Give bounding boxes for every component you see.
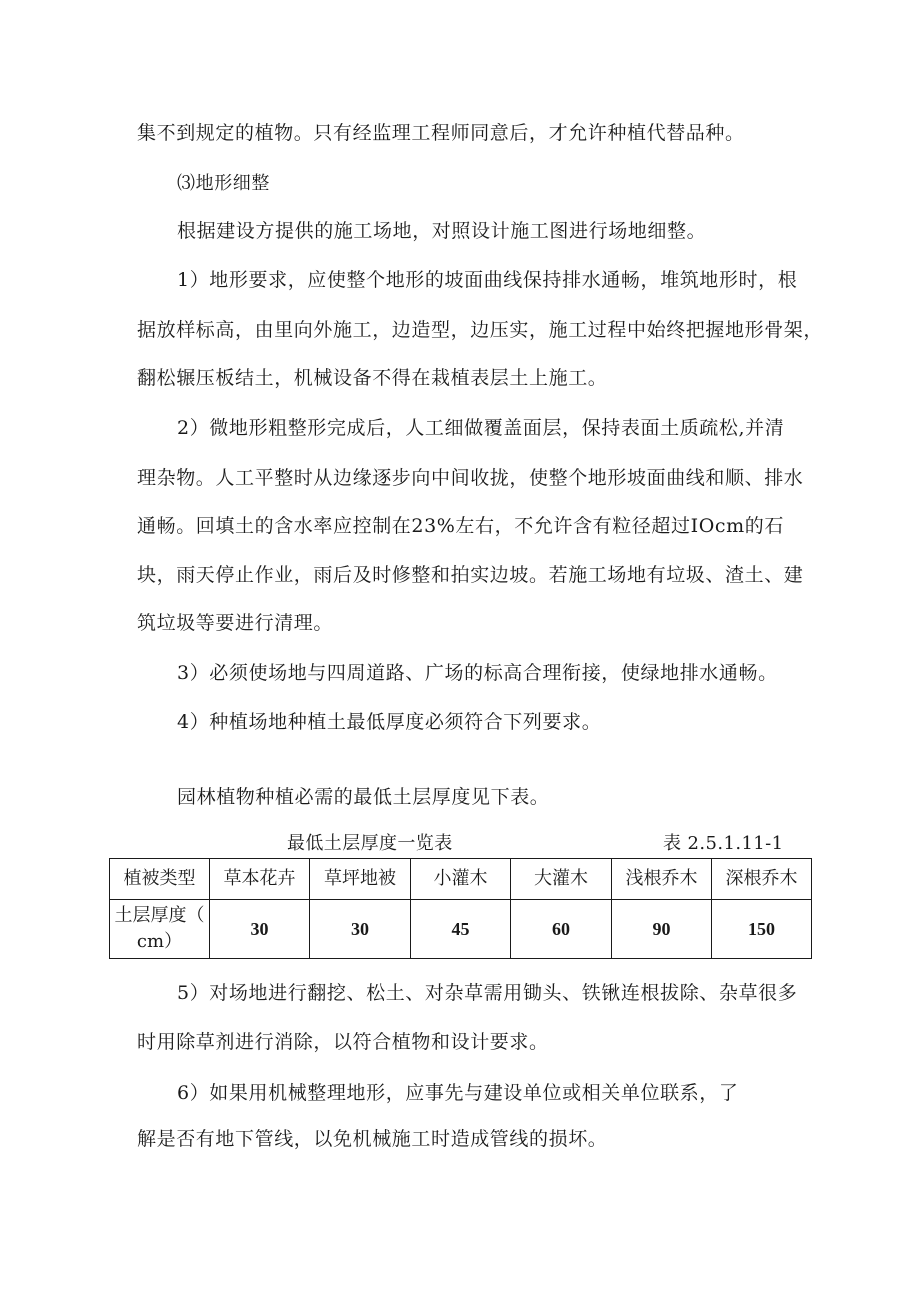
- value-cell: 60: [511, 900, 612, 959]
- column-header: 深根乔木: [712, 859, 812, 900]
- item-5-line: 时用除草剂进行消除，以符合植物和设计要求。: [137, 1031, 549, 1053]
- item-4: 4）种植场地种植土最低厚度必须符合下列要求。: [177, 711, 602, 733]
- value-cell: 30: [210, 900, 310, 959]
- item-3: 3）必须使场地与四周道路、广场的标高合理衔接，使绿地排水通畅。: [177, 662, 778, 684]
- row-label-line: 土层厚度（: [114, 905, 205, 926]
- item-6-line: 6）如果用机械整理地形，应事先与建设单位或相关单位联系，了: [177, 1082, 739, 1104]
- item-2-line: 筑垃圾等要进行清理。: [137, 612, 334, 634]
- item-2-line: 2）微地形粗整形完成后，人工细做覆盖面层，保持表面土质疏松,并清: [177, 417, 785, 439]
- item-2-line: 理杂物。人工平整时从边缘逐步向中间收拢，使整个地形坡面曲线和顺、排水: [137, 467, 804, 489]
- row-label-line: cm）: [136, 931, 183, 952]
- column-header: 草坪地被: [310, 859, 411, 900]
- column-header: 大灌木: [511, 859, 612, 900]
- table-header-row: [110, 859, 812, 900]
- table-caption: 最低土层厚度一览表: [287, 833, 453, 854]
- item-2-line: 块，雨天停止作业，雨后及时修整和拍实边坡。若施工场地有垃圾、渣土、建: [137, 564, 804, 586]
- value-cell: 150: [712, 900, 812, 959]
- header-label-cell: 植被类型: [110, 859, 210, 900]
- soil-thickness-table: [109, 858, 812, 959]
- section-heading: ⑶地形细整: [177, 173, 270, 194]
- item-2-line: 通畅。回填土的含水率应控制在23%左右，不允许含有粒径超过IOcm的石: [137, 515, 784, 537]
- item-1-line: 据放样标高，由里向外施工，边造型，边压实，施工过程中始终把握地形骨架，: [137, 319, 824, 341]
- item-6-line: 解是否有地下管线，以免机械施工时造成管线的损坏。: [137, 1128, 608, 1150]
- item-5-line: 5）对场地进行翻挖、松土、对杂草需用锄头、铁锹连根拔除、杂草很多: [177, 982, 798, 1004]
- row-label-cell: [110, 900, 210, 959]
- column-header: 浅根乔木: [612, 859, 712, 900]
- column-header: 小灌木: [411, 859, 511, 900]
- table-intro: 园林植物种植必需的最低土层厚度见下表。: [177, 786, 550, 808]
- item-1-line: 1）地形要求，应使整个地形的坡面曲线保持排水通畅，堆筑地形时，根: [177, 269, 798, 291]
- paragraph-continuation: 集不到规定的植物。只有经监理工程师同意后，才允许种植代替品种。: [137, 122, 745, 144]
- column-header: 草本花卉: [210, 859, 310, 900]
- table-number: 表 2.5.1.11-1: [663, 833, 784, 854]
- value-cell: 30: [310, 900, 411, 959]
- value-cell: 45: [411, 900, 511, 959]
- value-cell: 90: [612, 900, 712, 959]
- table-row: [110, 900, 812, 959]
- item-1-line: 翻松辗压板结土，机械设备不得在栽植表层土上施工。: [137, 367, 608, 389]
- paragraph-intro: 根据建设方提供的施工场地，对照设计施工图进行场地细整。: [177, 220, 707, 242]
